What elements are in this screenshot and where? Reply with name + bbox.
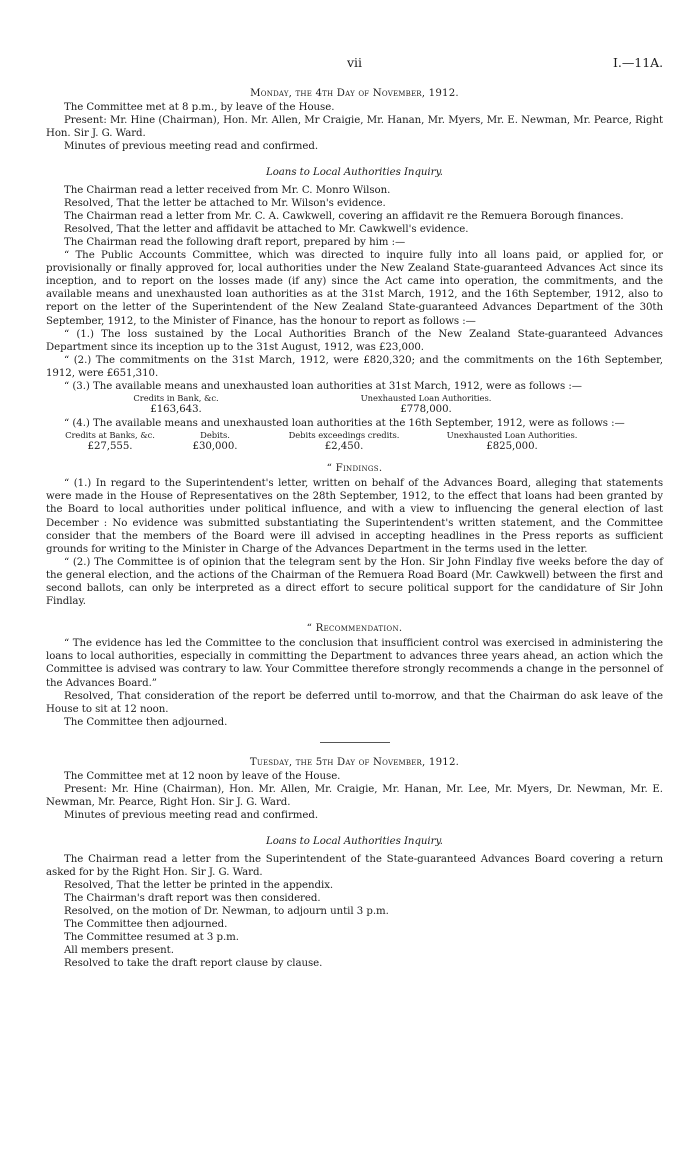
paragraph: Resolved, That the letter be printed in the appendix. <box>64 879 334 891</box>
page-reference: I.—11A. <box>613 55 663 70</box>
table-header: Debits. <box>200 430 230 441</box>
paragraph: The Chairman read a letter received from Mr. C. Monro Wilson. <box>64 184 391 196</box>
paragraph: The Chairman read a letter from the Superintendent of the State-guaranteed Advances Board covering a return asked for by the Right Hon. Sir J. G. Ward. <box>46 853 663 878</box>
paragraph: Resolved, on the motion of Dr. Newman, to adjourn until 3 p.m. <box>64 905 389 917</box>
means-table-march <box>46 393 663 415</box>
table-header: Credits at Banks, &c. <box>65 430 155 441</box>
paragraph: The Committee met at 8 p.m., by leave of the House. <box>64 102 335 114</box>
section-divider <box>320 742 390 743</box>
paragraph: Resolved, That consideration of the report be deferred until to-morrow, and that the Chairman do ask leave of the House to sit at 12 noon. <box>46 690 663 715</box>
paragraph: Resolved, That the letter and affidavit be attached to Mr. Cawkwell's evidence. <box>64 223 469 235</box>
paragraph: “ (2.) The Committee is of opinion that the telegram sent by the Hon. Sir John Findlay five weeks before the day of the general election, and the actions of the Chairman of the Remuera Road Board (Mr. Cawkwell) between the first and second ballots, can only be interpreted as a direct effort to secure political support for the candidature of Sir John Findlay. <box>46 556 663 608</box>
paragraph: The Chairman read a letter from Mr. C. A. Cawkwell, covering an affidavit re the Remuera Borough finances. <box>64 210 624 222</box>
document-page <box>46 46 663 970</box>
paragraph: “ (4.) The available means and unexhausted loan authorities at the 16th September, 1912, were as follows :— <box>64 418 625 430</box>
paragraph: “ (2.) The commitments on the 31st March, 1912, were £820,320; and the commitments on the 16th September, 1912, were £651,310. <box>46 354 663 379</box>
table-header: Debits exceedings credits. <box>288 430 400 441</box>
paragraph: “ (3.) The available means and unexhausted loan authorities at 31st March, 1912, were as follows :— <box>64 380 582 392</box>
paragraph: Resolved, That the letter be attached to Mr. Wilson's evidence. <box>64 197 386 209</box>
meeting-date-monday: Monday, the 4th Day of November, 1912. <box>250 88 459 99</box>
paragraph: The Committee resumed at 3 p.m. <box>64 932 239 944</box>
paragraph: The Committee then adjourned. <box>64 918 228 930</box>
table-value: £30,000. <box>192 441 238 453</box>
means-table-september <box>46 430 663 452</box>
recommendation-heading: “ Recommendation. <box>306 623 403 635</box>
paragraph: Resolved to take the draft report clause by clause. <box>64 958 323 970</box>
paragraph: Present: Mr. Hine (Chairman), Hon. Mr. Allen, Mr Craigie, Mr. Hanan, Mr. Myers, Mr. E. Newman, Mr. Pearce, Right Hon. Sir J. G. Ward. <box>46 115 663 140</box>
table-header: Unexhausted Loan Authorities. <box>360 393 492 404</box>
table-value: £825,000. <box>486 441 538 453</box>
paragraph: Minutes of previous meeting read and confirmed. <box>64 141 319 153</box>
paragraph: All members present. <box>64 945 174 957</box>
paragraph: The Committee met at 12 noon by leave of the House. <box>64 771 341 783</box>
paragraph: The Chairman read the following draft report, prepared by him :— <box>64 236 406 248</box>
table-value: £778,000. <box>400 404 452 416</box>
paragraph: “ (1.) In regard to the Superintendent's letter, written on behalf of the Advances Board, alleging that statements were made in the House of Representatives on the 28th September, 1912, to the effect that loans had been granted by the Board to local authorities under political influence, and with a view to influencing the general election of last December : No evidence was submitted substantiating the Superintendent's written statement, and the Committee consider that the members of the Board were ill advised in accepting headlines in the Press reports as sufficient grounds for writing to the Minister in Charge of the Advances Department in the terms used in the letter. <box>46 478 663 555</box>
paragraph: The Chairman's draft report was then considered. <box>64 892 321 904</box>
table-value: £163,643. <box>150 404 202 416</box>
page-header <box>46 46 663 68</box>
table-value: £2,450. <box>324 441 364 453</box>
paragraph: “ (1.) The loss sustained by the Local Authorities Branch of the New Zealand State-guaranteed Advances Department since its inception up to the 31st August, 1912, was £23,000. <box>46 328 663 353</box>
section-subheading: Loans to Local Authorities Inquiry. <box>265 167 443 179</box>
paragraph: “ The Public Accounts Committee, which was directed to inquire fully into all loans paid, or applied for, or provisionally or finally approved for, local authorities under the New Zealand State-guaranteed Advances Act since its inception, and to report on the losses made (if any) since the Act came into operation, the commitments, and the available means and unexhausted loan authorities as at the 31st March, 1912, and the 16th September, 1912, also to report on the letter of the Superintendent of the New Zealand State-guaranteed Advances Department of the 30th September, 1912, to the Minister of Finance, has the honour to report as follows :— <box>46 250 663 327</box>
paragraph: The Committee then adjourned. <box>64 716 228 728</box>
page-number: vii <box>347 55 362 70</box>
table-header: Unexhausted Loan Authorities. <box>446 430 578 441</box>
table-header: Credits in Bank, &c. <box>133 393 219 404</box>
table-value: £27,555. <box>87 441 133 453</box>
paragraph: “ The evidence has led the Committee to the conclusion that insufficient control was exercised in administering the loans to local authorities, especially in committing the Department to advances three years ahead, an action which the Committee is advised was contrary to law. Your Committee therefore strongly recommends a change in the personnel of the Advances Board.” <box>46 638 663 689</box>
section-subheading: Loans to Local Authorities Inquiry. <box>265 836 443 848</box>
findings-heading: “ Findings. <box>326 463 383 475</box>
paragraph: Present: Mr. Hine (Chairman), Hon. Mr. Allen, Mr. Craigie, Mr. Hanan, Mr. Lee, Mr. Myers, Dr. Newman, Mr. E. Newman, Mr. Pearce, Right Hon. Sir J. G. Ward. <box>46 784 663 809</box>
paragraph: Minutes of previous meeting read and confirmed. <box>64 810 319 822</box>
meeting-date-tuesday: Tuesday, the 5th Day of November, 1912. <box>249 756 460 768</box>
